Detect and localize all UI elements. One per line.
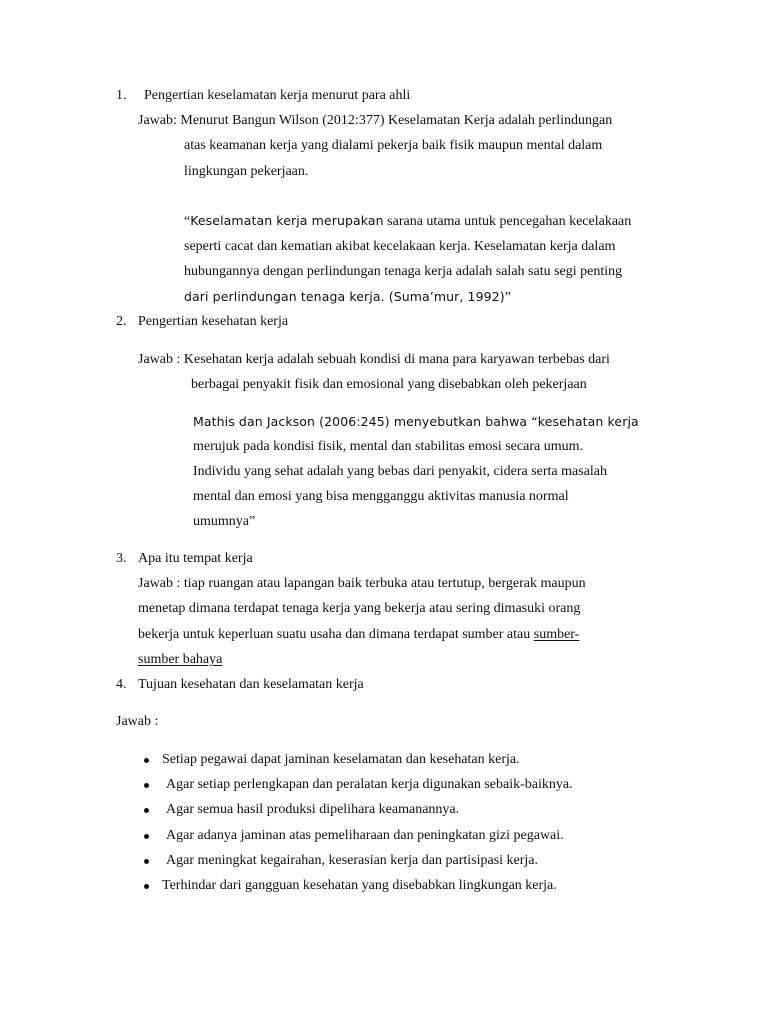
q2-quote-line-2: merujuk pada kondisi fisik, mental dan stabilitas emosi secara umum. [193,439,583,454]
q4-answer-label: Jawab : [116,714,159,729]
bullet-icon [144,884,149,889]
q3-answer-line-3-text: bekerja untuk keperluan suatu usaha dan dimana terdapat sumber atau [138,627,534,642]
bullet-icon [144,834,149,839]
q2-quote-line-3: Individu yang sehat adalah yang bebas dari penyakit, cidera serta masalah [193,464,608,479]
q1-quote-close-mark: ” [504,290,511,305]
q2-title: Pengertian kesehatan kerja [138,314,289,329]
q4-number: 4. [116,677,127,692]
q3-underlined-term-start: sumber- [533,627,580,642]
q3-answer-line-3 [138,626,579,644]
q1-title: Pengertian keselamatan kerja menurut para ahli [144,88,411,103]
q1-quote-line-2: seperti cacat dan kematian akibat kecelakaan kerja. Keselamatan kerja dalam [184,239,616,254]
bullet-icon [144,783,149,788]
q3-number: 3. [116,551,127,566]
q2-quote-line-1: Mathis dan Jackson (2006:245) menyebutkan bahwa “kesehatan kerja [193,414,639,429]
q1-answer-line-3: lingkungan pekerjaan. [184,164,309,179]
q2-number: 2. [116,314,127,329]
q3-answer-line-2: menetap dimana terdapat tenaga kerja yang bekerja atau sering dimasuki orang [138,601,581,616]
q1-quote-lead: Keselamatan kerja merupakan [190,213,384,228]
q4-bullet-4: Agar adanya jaminan atas pemeliharaan dan peningkatan gizi pegawai. [166,828,564,843]
q4-bullet-5: Agar meningkat kegairahan, keserasian kerja dan partisipasi kerja. [166,853,539,868]
q1-quote-citation: dari perlindungan tenaga kerja. (Suma’mur, 1992) [184,289,505,304]
bullet-icon [144,808,149,813]
q1-quote-line-3: hubungannya dengan perlindungan tenaga kerja adalah salah satu segi penting [184,264,623,279]
q2-answer-line-2: berbagai penyakit fisik dan emosional yang disebabkan oleh pekerjaan [191,377,587,392]
q2-quote-line-4: mental dan emosi yang bisa mengganggu aktivitas manusia normal [193,489,569,504]
q2-answer-line-1: Jawab : Kesehatan kerja adalah sebuah kondisi di mana para karyawan terbebas dari [138,352,610,367]
bullet-icon [144,758,149,763]
q4-bullet-3: Agar semua hasil produksi dipelihara keamanannya. [166,802,460,817]
q1-quote-line-4 [184,288,511,307]
q1-quote-open-mark: “ [184,214,191,229]
q3-underlined-term-end: sumber bahaya [138,652,223,667]
q1-quote-line-1-rest: sarana utama untuk pencegahan kecelakaan [383,214,632,229]
q1-quote-line-1 [184,212,631,231]
bullet-icon [144,859,149,864]
q4-bullet-1: Setiap pegawai dapat jaminan keselamatan dan kesehatan kerja. [162,752,520,767]
q1-answer-line-2: atas keamanan kerja yang dialami pekerja baik fisik maupun mental dalam [184,138,603,153]
q4-bullet-6: Terhindar dari gangguan kesehatan yang disebabkan lingkungan kerja. [162,878,557,893]
q2-quote-line-5: umumnya” [193,514,256,529]
q3-answer-line-1: Jawab : tiap ruangan atau lapangan baik terbuka atau tertutup, bergerak maupun [138,576,586,591]
q4-bullet-2: Agar setiap perlengkapan dan peralatan kerja digunakan sebaik-baiknya. [166,777,573,792]
q4-title: Tujuan kesehatan dan keselamatan kerja [138,677,364,692]
q3-title: Apa itu tempat kerja [138,551,253,566]
q1-answer-line-1: Jawab: Menurut Bangun Wilson (2012:377) Keselamatan Kerja adalah perlindungan [138,113,613,128]
q1-number: 1. [116,88,127,103]
